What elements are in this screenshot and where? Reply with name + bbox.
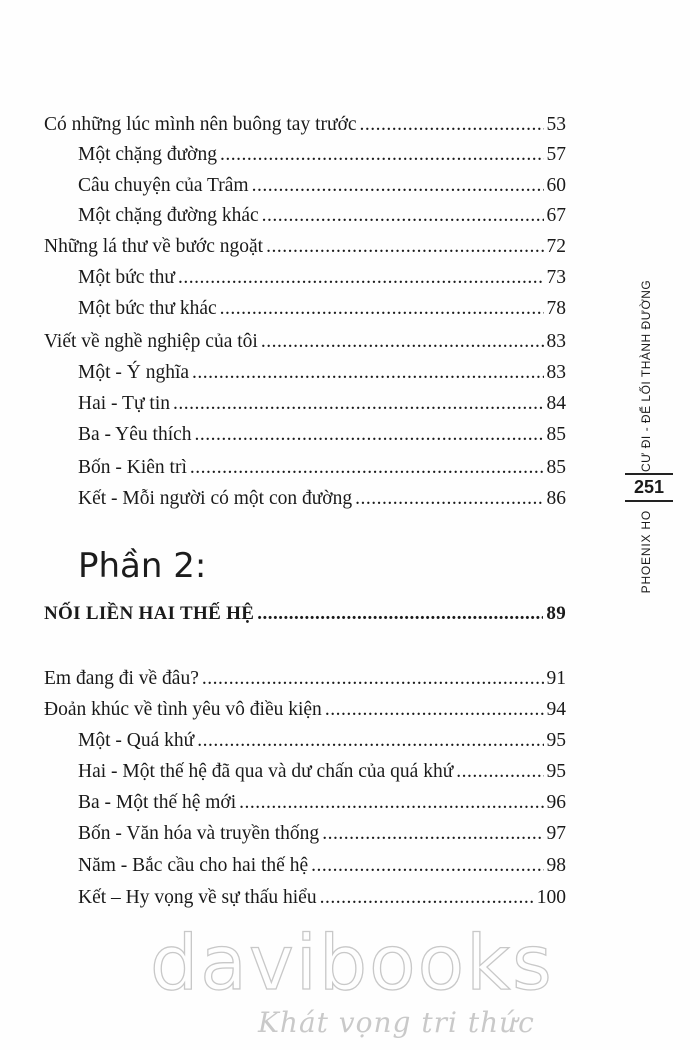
toc-entry-page: 73 xyxy=(546,267,566,288)
toc-entry xyxy=(78,175,566,205)
toc-entry xyxy=(44,668,566,698)
toc-entry xyxy=(78,267,566,297)
toc-entry-page: 83 xyxy=(546,362,566,383)
leader-dots xyxy=(252,175,544,197)
leader-dots xyxy=(178,267,544,289)
toc-entry-page: 84 xyxy=(546,393,566,414)
toc-entry-title: Ba - Yêu thích xyxy=(78,424,192,445)
leader-dots xyxy=(322,823,543,845)
toc-entry-title: Đoản khúc về tình yêu vô điều kiện xyxy=(44,699,322,720)
toc-entry xyxy=(78,424,566,454)
leader-dots xyxy=(320,887,534,909)
toc-entry-page: 60 xyxy=(546,175,566,196)
toc-entry-title: Một bức thư khác xyxy=(78,298,217,319)
running-author xyxy=(639,510,659,620)
toc-entry-title: Hai - Một thế hệ đã qua và dư chấn của quá khứ xyxy=(78,761,454,782)
leader-dots xyxy=(173,393,544,415)
toc-entry-page: 95 xyxy=(546,761,566,782)
part-title: NỐI LIỀN HAI THẾ HỆ xyxy=(44,603,255,624)
watermark-tagline: Khát vọng tri thức xyxy=(258,1006,535,1039)
leader-dots xyxy=(190,457,544,479)
toc-entry-title: Một chặng đường xyxy=(78,144,217,165)
toc-entry-page: 85 xyxy=(546,424,566,445)
toc-entry-title: Năm - Bắc cầu cho hai thế hệ xyxy=(78,855,309,876)
part-title-page: 89 xyxy=(546,603,566,624)
toc-entry xyxy=(44,699,566,729)
toc-entry xyxy=(44,114,566,144)
toc-entry-page: 53 xyxy=(546,114,566,135)
leader-dots xyxy=(266,236,543,258)
toc-entry xyxy=(78,855,566,885)
toc-entry-page: 57 xyxy=(546,144,566,165)
toc-entry-page: 100 xyxy=(536,887,566,908)
toc-entry-page: 72 xyxy=(546,236,566,257)
author-text: PHOENIX HO xyxy=(639,510,653,594)
toc-entry-title: Có những lúc mình nên buông tay trước xyxy=(44,114,357,135)
leader-dots xyxy=(220,298,544,320)
toc-entry-title: Hai - Tự tin xyxy=(78,393,170,414)
leader-dots xyxy=(311,855,543,877)
watermark-brand: davibooks xyxy=(150,918,554,1007)
toc-entry xyxy=(78,144,566,174)
toc-entry xyxy=(78,205,566,235)
toc-entry-title: Một - Quá khứ xyxy=(78,730,195,751)
leader-dots xyxy=(195,424,544,446)
toc-entry-title: Kết – Hy vọng về sự thấu hiểu xyxy=(78,887,317,908)
toc-entry-title: Một chặng đường khác xyxy=(78,205,259,226)
toc-entry-page: 78 xyxy=(546,298,566,319)
leader-dots xyxy=(261,331,544,353)
part-title-entry xyxy=(44,603,566,633)
leader-dots xyxy=(257,603,543,625)
toc-entry-title: Kết - Mỗi người có một con đường xyxy=(78,488,353,509)
toc-entry-page: 86 xyxy=(546,488,566,509)
toc-entry-title: Một - Ý nghĩa xyxy=(78,362,190,383)
toc-entry xyxy=(78,792,566,822)
toc-entry-title: Bốn - Văn hóa và truyền thống xyxy=(78,823,320,844)
leader-dots xyxy=(220,144,544,166)
leader-dots xyxy=(197,730,543,752)
page-number: 251 xyxy=(625,473,673,502)
book-title-text: CƯ ĐI - ĐỂ LỐI THÀNH ĐƯỜNG xyxy=(639,279,653,472)
leader-dots xyxy=(202,668,544,690)
toc-entry-page: 96 xyxy=(546,792,566,813)
leader-dots xyxy=(239,792,543,814)
toc-entry-title: Bốn - Kiên trì xyxy=(78,457,187,478)
running-book-title xyxy=(639,279,659,472)
toc-entry-page: 67 xyxy=(546,205,566,226)
toc-entry xyxy=(78,488,566,518)
leader-dots xyxy=(360,114,544,136)
toc-entry xyxy=(78,823,566,853)
toc-entry-page: 95 xyxy=(546,730,566,751)
toc-entry-title: Một bức thư xyxy=(78,267,175,288)
toc-entry xyxy=(44,331,566,361)
toc-entry-page: 98 xyxy=(546,855,566,876)
toc-entry-title: Câu chuyện của Trâm xyxy=(78,175,249,196)
toc-entry xyxy=(78,393,566,423)
toc-entry-page: 94 xyxy=(546,699,566,720)
toc-entry xyxy=(78,457,566,487)
toc-entry-title: Em đang đi về đâu? xyxy=(44,668,199,689)
toc-entry-title: Viết về nghề nghiệp của tôi xyxy=(44,331,258,352)
toc-entry xyxy=(44,236,566,266)
toc-entry xyxy=(78,887,566,917)
leader-dots xyxy=(456,761,543,783)
toc-entry xyxy=(78,761,566,791)
leader-dots xyxy=(262,205,544,227)
part-heading: Phần 2: xyxy=(78,546,207,586)
toc-entry xyxy=(78,362,566,392)
leader-dots xyxy=(192,362,543,384)
toc-entry-page: 91 xyxy=(546,668,566,689)
toc-entry-page: 97 xyxy=(546,823,566,844)
leader-dots xyxy=(325,699,544,721)
toc-entry xyxy=(78,298,566,328)
toc-entry xyxy=(78,730,566,760)
running-header xyxy=(617,220,687,640)
toc-entry-page: 85 xyxy=(546,457,566,478)
toc-entry-title: Ba - Một thế hệ mới xyxy=(78,792,237,813)
leader-dots xyxy=(355,488,543,510)
toc-entry-title: Những lá thư về bước ngoặt xyxy=(44,236,264,257)
toc-entry-page: 83 xyxy=(546,331,566,352)
